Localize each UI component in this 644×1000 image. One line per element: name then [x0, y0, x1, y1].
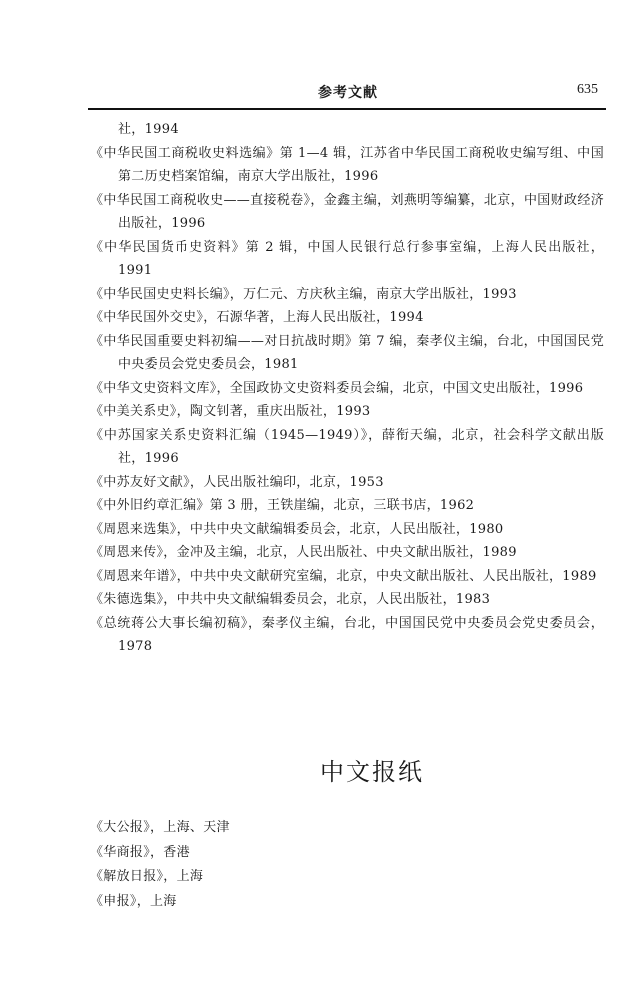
bibliography-entry: 《中华民国外交史》，石源华著，上海人民出版社，1994 [90, 310, 424, 325]
bibliography-entry: 《周恩来选集》，中共中央文献编辑委员会，北京，人民出版社，1980 [90, 521, 504, 537]
newspaper-entry: 《大公报》，上海、天津 [90, 820, 230, 835]
bibliography-entry: 《中华民国史史料长编》，万仁元、方庆秋主编，南京大学出版社，1993 [90, 286, 517, 302]
bibliography-entry: 《总统蒋公大事长编初稿》，秦孝仪主编，台北，中国国民党中央委员会党史委员会，1978 [90, 615, 604, 654]
bibliography-entry: 《中苏国家关系史资料汇编（1945—1949）》，薛衔天编，北京，社会科学文献出版社，1996 [90, 427, 604, 466]
newspaper-entry: 《申报》，上海 [90, 893, 177, 909]
newspaper-list [90, 816, 590, 914]
running-head [88, 78, 608, 102]
bibliography-entry: 《朱德选集》，中共中央文献编辑委员会，北京，人民出版社，1983 [90, 592, 491, 607]
bibliography-entry: 《中华文史资料文库》，全国政协文史资料委员会编，北京，中国文史出版社，1996 [90, 380, 584, 396]
bibliography-entry: 《中苏友好文献》，人民出版社编印，北京，1953 [90, 474, 384, 490]
bibliography-entry: 《周恩来传》，金冲及主编，北京，人民出版社、中央文献出版社，1989 [90, 545, 517, 560]
bibliography-entry: 《周恩来年谱》，中共中央文献研究室编，北京，中央文献出版社、人民出版社，1989 [90, 568, 597, 584]
bibliography-entry: 《中华民国重要史料初编——对日抗战时期》第 7 编，秦孝仪主编，台北，中国国民党中央委员会党史委员会，1981 [90, 333, 604, 372]
newspaper-entry: 《华商报》，香港 [90, 844, 190, 860]
bibliography-list [0, 118, 644, 659]
running-title: 参考文献 [318, 85, 378, 101]
bibliography-entry: 《中美关系史》，陶文钊著，重庆出版社，1993 [90, 404, 371, 419]
newspaper-entry: 《解放日报》，上海 [90, 869, 204, 884]
bibliography-entry: 《中华民国工商税收史料选编》第 1—4 辑，江苏省中华民国工商税收史编写组、中国第二历史档案馆编，南京大学出版社，1996 [90, 145, 604, 184]
bibliography-entry: 《中华民国工商税收史——直接税卷》，金鑫主编，刘燕明等编纂，北京，中国财政经济出版社，1996 [90, 192, 604, 231]
page-number: 635 [577, 82, 598, 97]
section-heading: 中文报纸 [320, 758, 424, 786]
header-rule [88, 108, 606, 110]
bibliography-entry: 《中外旧约章汇编》第 3 册，王铁崖编，北京，三联书店，1962 [90, 498, 475, 513]
bibliography-entry: 《中华民国货币史资料》第 2 辑，中国人民银行总行参事室编，上海人民出版社，1991 [90, 239, 604, 278]
bibliography-entry: 社，1994 [118, 122, 179, 137]
